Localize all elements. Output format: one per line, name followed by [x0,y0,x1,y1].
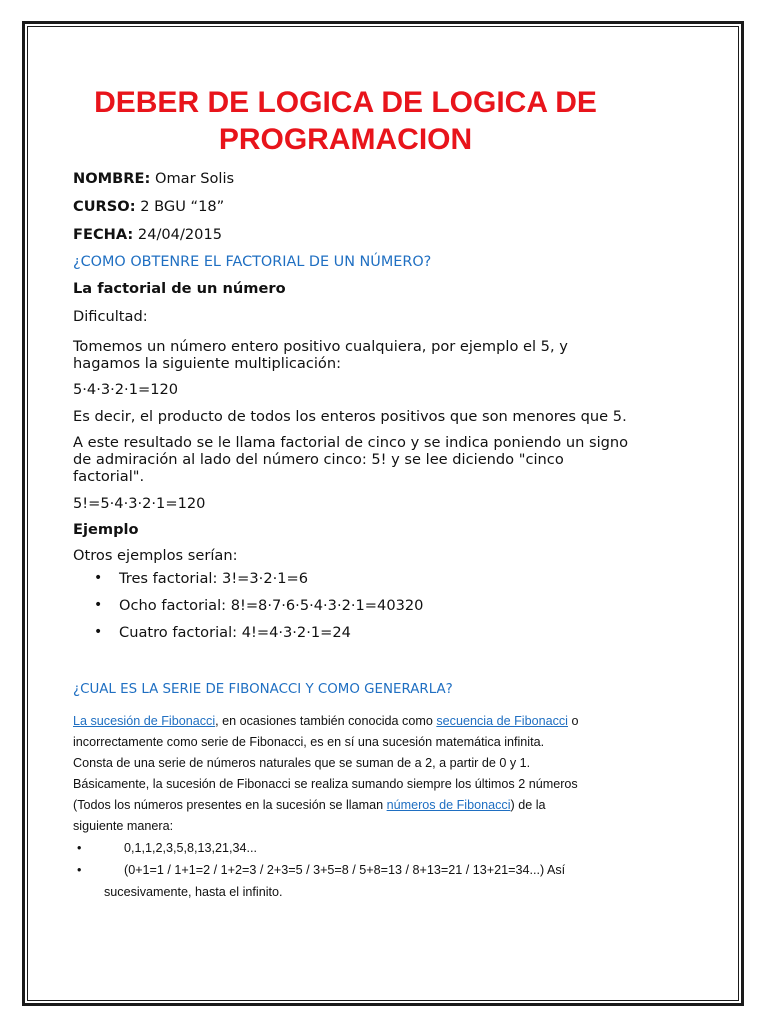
fib-text: o [567,714,579,728]
fib-text: , en ocasiones también conocida como [215,714,437,728]
formula-2: 5!=5·4·3·2·1=120 [73,495,206,512]
fib-bullet-text: sucesivamente, hasta el infinito. [104,885,283,899]
paragraph-1-line-1: Tomemos un número entero positivo cualquiera, por ejemplo el 5, y [73,338,568,355]
example-intro: Otros ejemplos serían: [73,547,238,564]
difficulty-label: Dificultad: [73,308,148,325]
list-item [73,570,423,597]
fibonacci-list [73,837,565,903]
fib-line-1 [73,711,633,732]
course-value: 2 BGU “18” [135,198,225,215]
bullet-icon: • [94,624,103,640]
formula-1: 5·4·3·2·1=120 [73,381,179,398]
name-value: Omar Solis [150,170,235,187]
list-item [73,859,565,881]
paragraph-2: Es decir, el producto de todos los enteros positivos que son menores que 5. [73,408,627,425]
bullet-icon: • [94,597,103,613]
bullet-icon: • [77,841,82,855]
fib-line-4: Básicamente, la sucesión de Fibonacci se realiza sumando siempre los últimos 2 números [73,777,578,791]
paragraph-3-line-1: A este resultado se le llama factorial de cinco y se indica poniendo un signo [73,434,629,451]
fib-text: (Todos los números presentes en la sucesión se llaman [73,798,387,812]
fibonacci-sequence-link[interactable]: secuencia de Fibonacci [436,714,568,728]
document-title: DEBER DE LOGICA DE LOGICA DE PROGRAMACION [94,86,597,156]
fib-text: ) de la [510,798,546,812]
bullet-icon: • [77,863,82,877]
fibonacci-heading: ¿CUAL ES LA SERIE DE FIBONACCI Y COMO GENERARLA? [73,682,453,697]
fib-line-2: incorrectamente como serie de Fibonacci, es en sí una sucesión matemática infinita. [73,735,545,749]
date-value: 24/04/2015 [133,226,223,243]
name-line [73,170,234,187]
fibonacci-numbers-link[interactable]: números de Fibonacci [386,798,511,812]
paragraph-3-line-3: factorial". [73,468,145,485]
fib-line-6: siguiente manera: [73,819,174,833]
fib-bullet-text: (0+1=1 / 1+1=2 / 1+2=3 / 2+3=5 / 3+5=8 / 5+8=13 / 8+13=21 / 13+21=34...) Así [124,863,566,877]
example-text: Cuatro factorial: 4!=4·3·2·1=24 [119,624,351,641]
fibonacci-link[interactable]: La sucesión de Fibonacci [73,714,216,728]
example-heading: Ejemplo [73,521,139,538]
paragraph-1-line-2: hagamos la siguiente multiplicación: [73,355,342,372]
bullet-icon: • [94,570,103,586]
factorial-examples-list [73,570,423,651]
list-item [73,597,423,624]
example-text: Tres factorial: 3!=3·2·1=6 [119,570,309,587]
fib-line-5 [73,795,633,816]
list-item [73,837,565,859]
name-label: NOMBRE: [73,170,151,187]
course-label: CURSO: [73,198,136,215]
factorial-heading: ¿COMO OBTENRE EL FACTORIAL DE UN NÚMERO? [73,254,432,270]
factorial-subtitle: La factorial de un número [73,280,286,297]
list-item [73,624,423,651]
date-label: FECHA: [73,226,134,243]
fibonacci-paragraph [73,711,633,837]
fib-bullet-text: 0,1,1,2,3,5,8,13,21,34... [124,841,258,855]
date-line [73,226,222,243]
paragraph-3-line-2: de admiración al lado del número cinco: 5! y se lee diciendo "cinco [73,451,564,468]
example-text: Ocho factorial: 8!=8·7·6·5·4·3·2·1=40320 [119,597,424,614]
list-item-continuation [73,881,565,903]
fib-line-3: Consta de una serie de números naturales que se suman de a 2, a partir de 0 y 1. [73,756,531,770]
course-line [73,198,224,215]
